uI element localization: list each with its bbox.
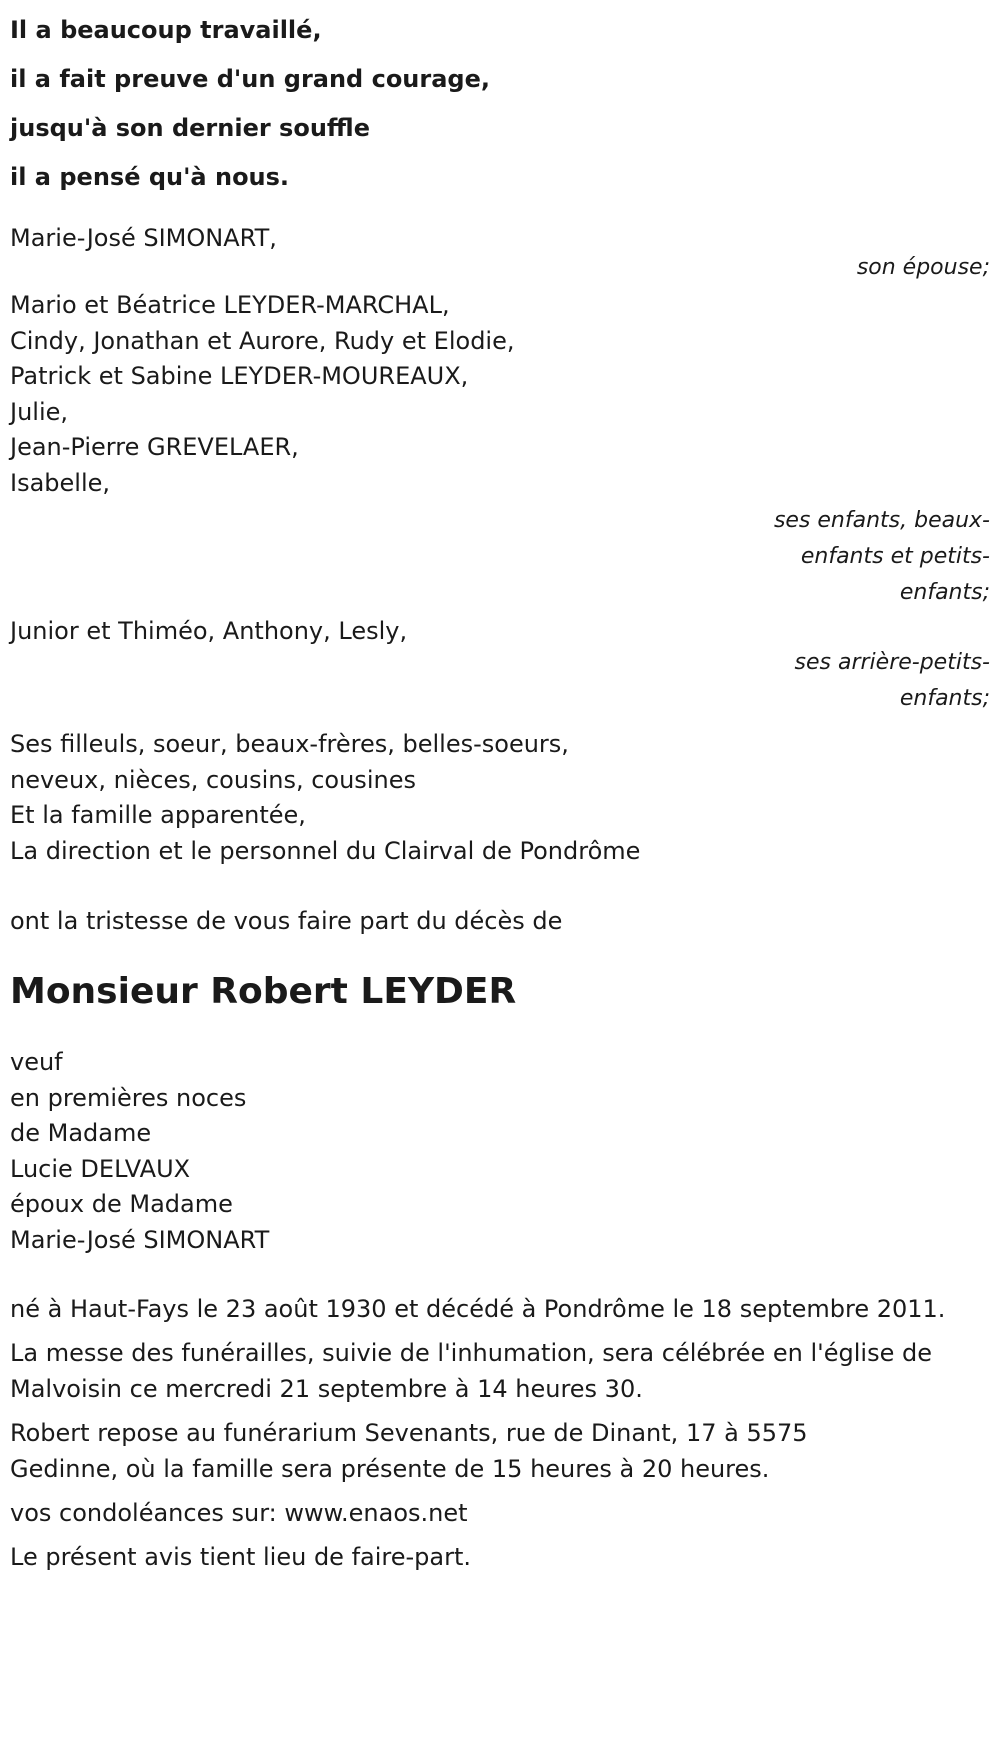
funeral-details: La messe des funérailles, suivie de l'inhumation, sera célébrée en l'église de Malvoisin ce mercredi 21 septembre à 14 heures 30. xyxy=(10,1339,932,1403)
marital-line: veuf xyxy=(10,1048,63,1076)
others-list xyxy=(10,727,990,869)
poem xyxy=(10,6,990,202)
marital-line: de Madame xyxy=(10,1119,152,1147)
children-name: Jean-Pierre GREVELAER, xyxy=(10,433,299,461)
spouse-name: Marie-José SIMONART, xyxy=(10,224,277,252)
marital-line: Marie-José SIMONART xyxy=(10,1225,270,1254)
marital-line: en premières noces xyxy=(10,1083,247,1112)
children-role: ses enfants, beaux-enfants et petits-enfants; xyxy=(773,508,990,605)
children-name: Patrick et Sabine LEYDER-MOUREAUX, xyxy=(10,362,469,390)
spouse-role: son épouse; xyxy=(856,255,990,280)
children-name: Julie, xyxy=(10,397,69,426)
poem-line: jusqu'à son dernier souffle xyxy=(10,114,370,142)
others-line: neveux, nièces, cousins, cousines xyxy=(10,765,416,794)
announcement: ont la tristesse de vous faire part du décès de xyxy=(10,907,563,935)
children-name: Cindy, Jonathan et Aurore, Rudy et Elodie, xyxy=(10,326,515,355)
poem-line: il a fait preuve d'un grand courage, xyxy=(10,65,490,93)
obituary-content xyxy=(10,6,990,1575)
others-line: Ses filleuls, soeur, beaux-frères, belles-soeurs, xyxy=(10,730,569,758)
marital-line: Lucie DELVAUX xyxy=(10,1154,191,1183)
children-name: Mario et Béatrice LEYDER-MARCHAL, xyxy=(10,291,450,319)
condolences: vos condoléances sur: www.enaos.net xyxy=(10,1499,468,1527)
children-list xyxy=(10,288,990,501)
poem-line: Il a beaucoup travaillé, xyxy=(10,16,322,44)
others-line: Et la famille apparentée, xyxy=(10,801,306,829)
great-grandchildren-names: Junior et Thiméo, Anthony, Lesly, xyxy=(10,617,408,645)
marital-status xyxy=(10,1045,990,1258)
viewing-details: Robert repose au funérarium Sevenants, rue de Dinant, 17 à 5575 Gedinne, où la famille sera présente de 15 heures à 20 heures. xyxy=(10,1419,808,1483)
poem-line: il a pensé qu'à nous. xyxy=(10,163,290,191)
others-line: La direction et le personnel du Clairval de Pondrôme xyxy=(10,836,641,865)
marital-line: époux de Madame xyxy=(10,1190,233,1218)
notice: Le présent avis tient lieu de faire-part. xyxy=(10,1543,472,1571)
children-name: Isabelle, xyxy=(10,468,111,497)
birth-death: né à Haut-Fays le 23 août 1930 et décédé à Pondrôme le 18 septembre 2011. xyxy=(10,1295,946,1323)
great-grandchildren-role: ses arrière-petits-enfants; xyxy=(794,650,990,711)
deceased-name: Monsieur Robert LEYDER xyxy=(10,971,517,1012)
